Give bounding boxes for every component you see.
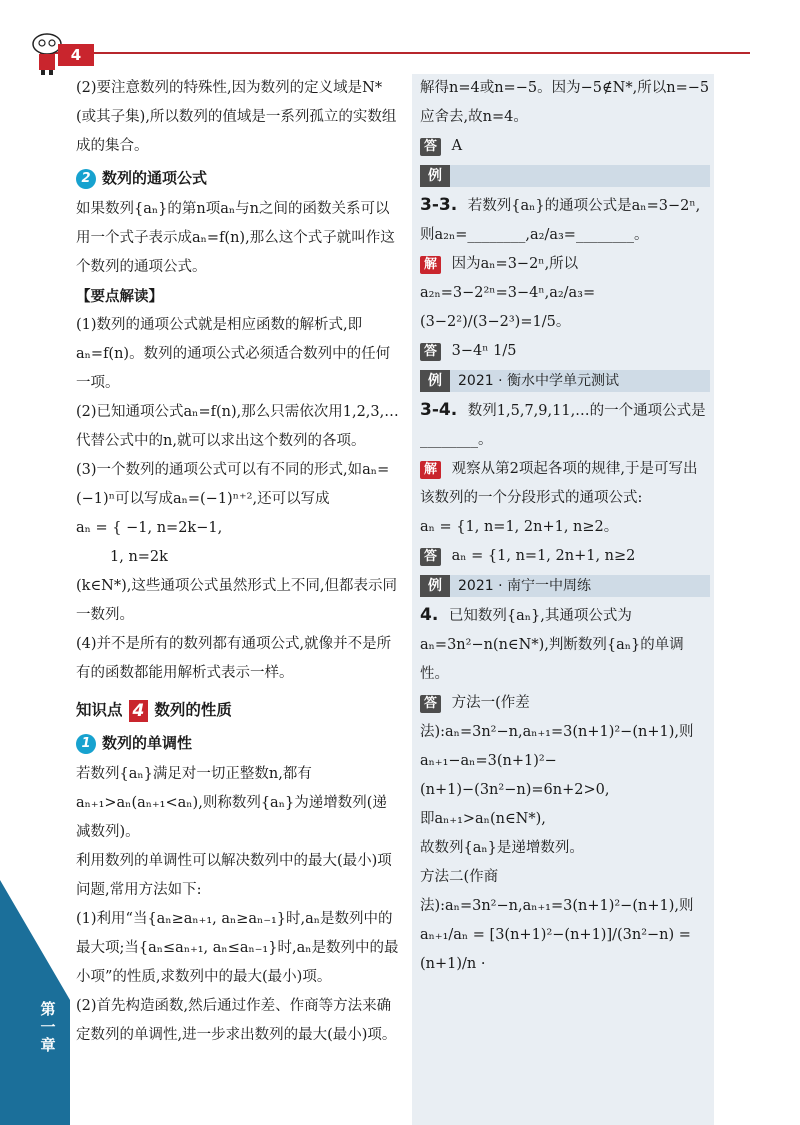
answer-tag: 答 xyxy=(420,343,441,361)
chapter-label: 第一章 xyxy=(40,1000,56,1054)
answer-text: 方法一(作差法):aₙ=3n²−n,aₙ₊₁=3(n+1)²−(n+1),则 xyxy=(420,695,694,740)
problem-text: 若数列{aₙ}的通项公式是aₙ=3−2ⁿ,则a₂ₙ=________,a₂/a₃=________。 xyxy=(420,198,701,243)
solution-tag: 解 xyxy=(420,461,441,479)
paragraph: (2)要注意数列的特殊性,因为数列的定义域是N*(或其子集),所以数列的值域是一系列孤立的实数组成的集合。 xyxy=(76,80,397,154)
answer-tag: 答 xyxy=(420,548,441,566)
right-column xyxy=(420,74,710,979)
answer-line xyxy=(420,132,710,161)
example-bar xyxy=(420,370,710,392)
section-title: 数列的单调性 xyxy=(102,734,193,752)
example-bar xyxy=(420,165,710,187)
chapter-tab xyxy=(0,880,70,1125)
problem-text: 已知数列{aₙ},其通项公式为aₙ=3n²−n(n∈N*),判断数列{aₙ}的单调性。 xyxy=(420,608,684,682)
formula-line: 1, n=2k xyxy=(110,549,168,565)
example-source: 2021 · 衡水中学单元测试 xyxy=(458,372,619,389)
paragraph: 方法二(作商法):aₙ=3n²−n,aₙ₊₁=3(n+1)²−(n+1),则 xyxy=(420,869,694,914)
problem-text: 数列1,5,7,9,11,…的一个通项公式是________。 xyxy=(420,403,706,448)
paragraph: 利用数列的单调性可以解决数列中的最大(最小)项问题,常用方法如下: xyxy=(76,853,392,898)
problem xyxy=(420,601,710,689)
header-rule xyxy=(40,52,750,54)
page-number: 4 xyxy=(58,44,94,66)
section-number: 2 xyxy=(76,169,96,189)
paragraph: (2)首先构造函数,然后通过作差、作商等方法来确定数列的单调性,进一步求出数列的最大(最小)项。 xyxy=(76,998,397,1043)
paragraph: 若数列{aₙ}满足对一切正整数n,都有aₙ₊₁>aₙ(aₙ₊₁<aₙ),则称数列{aₙ}为递增数列(递减数列)。 xyxy=(76,766,387,840)
example-bar xyxy=(420,575,710,597)
problem-number: 3-3. xyxy=(420,195,458,215)
section-number: 1 xyxy=(76,734,96,754)
answer-tag: 答 xyxy=(420,695,441,713)
paragraph: (1)利用“当{aₙ≥aₙ₊₁, aₙ≥aₙ₋₁}时,aₙ是数列中的最大项;当{aₙ≤aₙ₊₁, aₙ≤aₙ₋₁}时,aₙ是数列中的最小项”的性质,求数列中的最大(最小)项。 xyxy=(76,911,399,985)
section-heading xyxy=(76,164,400,193)
answer-text: aₙ = {1, n=1, 2n+1, n≥2 xyxy=(451,548,636,564)
example-tag: 例 xyxy=(420,575,450,597)
paragraph: 解得n=4或n=−5。因为−5∉N*,所以n=−5应舍去,故n=4。 xyxy=(420,80,710,125)
kp-title: 数列的性质 xyxy=(154,701,232,719)
problem xyxy=(420,396,710,455)
example-source: 2021 · 南宁一中周练 xyxy=(458,577,591,594)
section-heading xyxy=(76,729,400,758)
paragraph: (3)一个数列的通项公式可以有不同的形式,如aₙ=(−1)ⁿ可以写成aₙ=(−1)ⁿ⁺²,还可以写成 xyxy=(76,462,390,507)
solution-tag: 解 xyxy=(420,256,441,274)
paragraph: (k∈N*),这些通项公式虽然形式上不同,但都表示同一数列。 xyxy=(76,578,397,623)
paragraph: (2)已知通项公式aₙ=f(n),那么只需依次用1,2,3,…代替公式中的n,就可以求出这个数列的各项。 xyxy=(76,404,399,449)
knowledge-point-heading xyxy=(76,696,400,725)
solution-text: 观察从第2项起各项的规律,于是可写出该数列的一个分段形式的通项公式: xyxy=(420,461,698,506)
answer-line xyxy=(420,337,710,366)
left-column xyxy=(76,74,400,1050)
problem-number: 4. xyxy=(420,605,439,625)
paragraph: 如果数列{aₙ}的第n项aₙ与n之间的函数关系可以用一个式子表示成aₙ=f(n),那么这个式子就叫作这个数列的通项公式。 xyxy=(76,201,395,275)
problem xyxy=(420,191,710,250)
answer-tag: 答 xyxy=(420,138,441,156)
formula-line: 即aₙ₊₁>aₙ(n∈N*), xyxy=(420,811,546,827)
example-tag: 例 xyxy=(420,370,450,392)
formula-line: 故数列{aₙ}是递增数列。 xyxy=(420,840,584,856)
section-title: 数列的通项公式 xyxy=(102,169,208,187)
answer-text: 3−4ⁿ 1/5 xyxy=(451,343,517,359)
paragraph: (1)数列的通项公式就是相应函数的解析式,即aₙ=f(n)。数列的通项公式必须适合数列中的任何一项。 xyxy=(76,317,391,391)
formula-line: aₙ = {1, n=1, 2n+1, n≥2。 xyxy=(420,519,619,535)
solution xyxy=(420,455,710,513)
solution-text: 因为aₙ=3−2ⁿ,所以a₂ₙ=3−2²ⁿ=3−4ⁿ,a₂/a₃=(3−2²)/(3−2³)=1/5。 xyxy=(420,256,596,330)
answer-line xyxy=(420,689,710,747)
solution xyxy=(420,250,710,337)
example-tag: 例 xyxy=(420,165,450,187)
kp-number: 4 xyxy=(129,700,149,722)
answer-text: A xyxy=(451,138,463,154)
kp-label: 知识点 xyxy=(76,701,123,719)
problem-number: 3-4. xyxy=(420,400,458,420)
formula-line: aₙ₊₁−aₙ=3(n+1)²−(n+1)−(3n²−n)=6n+2>0, xyxy=(420,753,610,798)
paragraph: (4)并不是所有的数列都有通项公式,就像并不是所有的函数都能用解析式表示一样。 xyxy=(76,636,392,681)
formula-line: aₙ = { −1, n=2k−1, xyxy=(76,520,223,536)
formula-line: aₙ₊₁/aₙ = [3(n+1)²−(n+1)]/(3n²−n) = (n+1)/n · xyxy=(420,927,691,972)
key-points-heading: 【要点解读】 xyxy=(76,288,163,305)
answer-line xyxy=(420,542,710,571)
